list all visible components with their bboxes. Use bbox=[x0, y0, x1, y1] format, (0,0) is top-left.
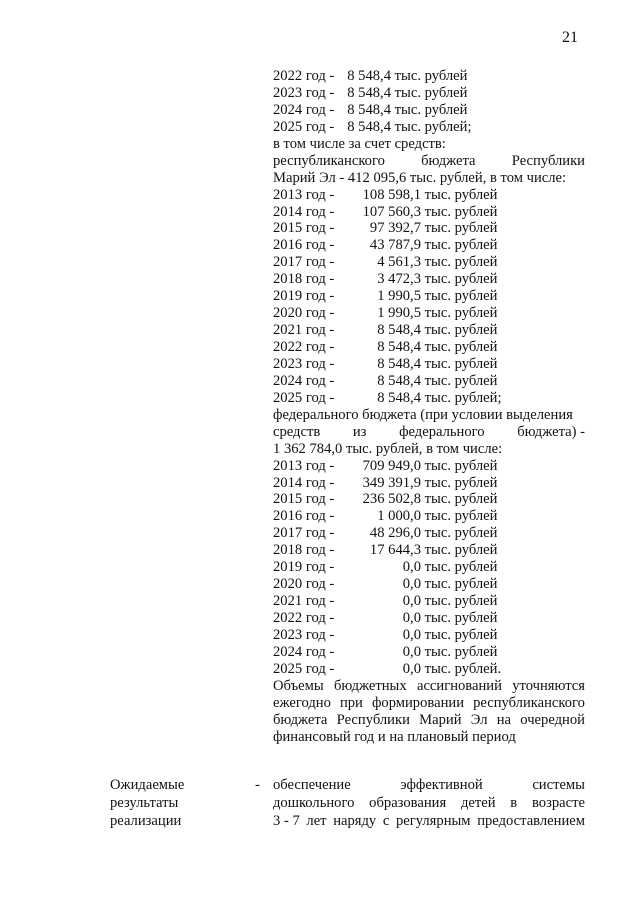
unit-label: тыс. рублей bbox=[394, 84, 468, 101]
label-dash: - bbox=[255, 777, 260, 793]
unit-label: тыс. рублей. bbox=[424, 660, 502, 677]
amount-value: 709 949,0 bbox=[362, 457, 421, 474]
year-label: 2019 год - bbox=[273, 559, 335, 576]
year-label: 2018 год - bbox=[273, 542, 335, 559]
amount-value: 107 560,3 bbox=[362, 203, 421, 220]
amount-value: 48 296,0 bbox=[369, 525, 421, 542]
year-label: 2024 год - bbox=[273, 643, 335, 660]
year-amount-row bbox=[273, 322, 585, 339]
word: Марий bbox=[419, 711, 462, 728]
unit-label: тыс. рублей bbox=[424, 643, 498, 660]
word: регулярным bbox=[395, 813, 471, 829]
year-amount-row bbox=[273, 102, 585, 119]
republic-total-line: Марий Эл - 412 095,6 тыс. рублей, в том числе: bbox=[273, 169, 567, 186]
amount-value: 0,0 bbox=[402, 593, 421, 610]
word: при bbox=[339, 694, 363, 711]
results-line-1 bbox=[273, 776, 585, 794]
funding-text-column bbox=[273, 68, 585, 746]
page-number: 21 bbox=[562, 29, 578, 46]
year-amount-row bbox=[273, 610, 585, 627]
year-amount-row bbox=[273, 237, 585, 254]
year-label: 2025 год - bbox=[273, 389, 335, 406]
year-amount-row bbox=[273, 458, 585, 475]
expected-results-text bbox=[273, 776, 585, 830]
year-amount-row bbox=[273, 627, 585, 644]
word: республиканского bbox=[273, 152, 385, 169]
year-label: 2021 год - bbox=[273, 322, 335, 339]
year-amount-row bbox=[273, 576, 585, 593]
unit-label: тыс. рублей bbox=[424, 220, 498, 237]
word: 3 - 7 bbox=[273, 813, 300, 829]
federal-line-1: федерального бюджета (при условии выделения bbox=[273, 406, 573, 423]
unit-label: тыс. рублей bbox=[424, 339, 498, 355]
unit-label: тыс. рублей bbox=[424, 457, 498, 474]
amount-value: 0,0 bbox=[402, 610, 421, 626]
amount-value: 0,0 bbox=[402, 626, 421, 643]
year-label: 2014 год - bbox=[273, 474, 335, 491]
amount-value: 0,0 bbox=[402, 643, 421, 660]
amount-value: 8 548,4 bbox=[347, 118, 391, 135]
federal-total-line: 1 362 784,0 тыс. рублей, в том числе: bbox=[273, 440, 503, 457]
amount-value: 0,0 bbox=[402, 576, 421, 593]
year-amount-row bbox=[273, 593, 585, 610]
year-label: 2025 год - bbox=[273, 660, 335, 677]
word: республиканского bbox=[473, 694, 585, 711]
republic-budget-line bbox=[273, 153, 585, 170]
unit-label: тыс. рублей bbox=[424, 254, 498, 271]
year-amount-row bbox=[273, 475, 585, 492]
word: лет bbox=[306, 813, 327, 829]
amount-value: 1 000,0 bbox=[377, 508, 421, 525]
amount-value: 3 472,3 bbox=[377, 271, 421, 288]
amount-value: 8 548,4 bbox=[377, 339, 421, 355]
year-label: 2019 год - bbox=[273, 288, 335, 305]
amount-value: 43 787,9 bbox=[369, 237, 421, 254]
unit-label: тыс. рублей bbox=[424, 491, 498, 508]
year-amount-row bbox=[273, 187, 585, 204]
year-amount-row bbox=[273, 542, 585, 559]
unit-label: тыс. рублей; bbox=[394, 118, 472, 135]
word: бюджета) - bbox=[517, 423, 585, 440]
amount-value: 0,0 bbox=[402, 660, 421, 677]
year-amount-row bbox=[273, 373, 585, 390]
label-line: реализации bbox=[110, 813, 182, 829]
year-label: 2024 год - bbox=[273, 101, 335, 118]
year-amount-row bbox=[273, 254, 585, 271]
word: с bbox=[382, 813, 390, 829]
word: ежегодно bbox=[273, 694, 331, 711]
word: уточняются bbox=[512, 677, 585, 694]
year-label: 2016 год - bbox=[273, 508, 335, 525]
year-label: 2023 год - bbox=[273, 626, 335, 643]
word: системы bbox=[532, 777, 585, 793]
label-line: Ожидаемые bbox=[110, 777, 185, 793]
year-amount-row bbox=[273, 644, 585, 661]
word: Объемы bbox=[273, 677, 324, 694]
year-label: 2021 год - bbox=[273, 593, 335, 610]
unit-label: тыс. рублей bbox=[424, 186, 498, 203]
results-line-2 bbox=[273, 794, 585, 812]
republic-budget-rows bbox=[273, 187, 585, 407]
year-label: 2020 год - bbox=[273, 305, 335, 322]
amount-value: 8 548,4 bbox=[377, 322, 421, 339]
year-amount-row bbox=[273, 288, 585, 305]
year-label: 2022 год - bbox=[273, 68, 335, 84]
funding-total-rows bbox=[273, 68, 585, 136]
word: из bbox=[352, 423, 367, 440]
unit-label: тыс. рублей bbox=[424, 372, 498, 389]
label-line: результаты bbox=[110, 795, 179, 811]
unit-label: тыс. рублей bbox=[394, 101, 468, 118]
word: наряду bbox=[333, 813, 377, 829]
year-amount-row bbox=[273, 204, 585, 221]
word: возрасте bbox=[531, 795, 585, 811]
amount-value: 236 502,8 bbox=[362, 491, 421, 508]
year-label: 2017 год - bbox=[273, 254, 335, 271]
year-amount-row bbox=[273, 305, 585, 322]
unit-label: тыс. рублей bbox=[424, 288, 498, 305]
amount-value: 8 548,4 bbox=[377, 355, 421, 372]
year-amount-row bbox=[273, 220, 585, 237]
word: дошкольного bbox=[273, 795, 355, 811]
unit-label: тыс. рублей bbox=[424, 559, 498, 576]
year-label: 2024 год - bbox=[273, 372, 335, 389]
unit-label: тыс. рублей bbox=[394, 68, 468, 84]
year-label: 2025 год - bbox=[273, 118, 335, 135]
expected-results-label bbox=[110, 776, 184, 830]
year-amount-row bbox=[273, 508, 585, 525]
note-line bbox=[273, 678, 585, 695]
year-label: 2023 год - bbox=[273, 355, 335, 372]
amount-value: 4 561,3 bbox=[377, 254, 421, 271]
unit-label: тыс. рублей bbox=[424, 626, 498, 643]
including-line: в том числе за счет средств: bbox=[273, 135, 446, 152]
word: очередной bbox=[520, 711, 585, 728]
unit-label: тыс. рублей bbox=[424, 542, 498, 559]
federal-budget-rows bbox=[273, 458, 585, 678]
word: федерального bbox=[399, 423, 485, 440]
unit-label: тыс. рублей bbox=[424, 525, 498, 542]
unit-label: тыс. рублей bbox=[424, 237, 498, 254]
year-label: 2015 год - bbox=[273, 491, 335, 508]
unit-label: тыс. рублей bbox=[424, 576, 498, 593]
year-amount-row bbox=[273, 85, 585, 102]
unit-label: тыс. рублей bbox=[424, 322, 498, 339]
word: бюджета bbox=[421, 152, 476, 169]
amount-value: 8 548,4 bbox=[347, 84, 391, 101]
word: бюджетных bbox=[333, 677, 407, 694]
year-amount-row bbox=[273, 339, 585, 356]
word: в bbox=[510, 795, 518, 811]
year-label: 2014 год - bbox=[273, 203, 335, 220]
year-amount-row bbox=[273, 356, 585, 373]
year-amount-row bbox=[273, 559, 585, 576]
note-line bbox=[273, 695, 585, 712]
year-amount-row bbox=[273, 491, 585, 508]
word: на bbox=[496, 711, 512, 728]
year-label: 2022 год - bbox=[273, 339, 335, 355]
unit-label: тыс. рублей bbox=[424, 508, 498, 525]
amount-value: 8 548,4 bbox=[377, 372, 421, 389]
word: Республики bbox=[336, 711, 410, 728]
word: Республики bbox=[511, 152, 585, 169]
word: детей bbox=[460, 795, 496, 811]
federal-line-2 bbox=[273, 424, 585, 441]
year-label: 2016 год - bbox=[273, 237, 335, 254]
word: образования bbox=[369, 795, 447, 811]
amount-value: 8 548,4 bbox=[377, 389, 421, 406]
year-label: 2020 год - bbox=[273, 576, 335, 593]
word: предоставлением bbox=[477, 813, 585, 829]
unit-label: тыс. рублей bbox=[424, 355, 498, 372]
year-amount-row bbox=[273, 661, 585, 678]
amount-value: 349 391,9 bbox=[362, 474, 421, 491]
unit-label: тыс. рублей bbox=[424, 593, 498, 610]
word: ассигнований bbox=[416, 677, 502, 694]
year-amount-row bbox=[273, 68, 585, 85]
amount-value: 8 548,4 bbox=[347, 68, 391, 84]
year-label: 2018 год - bbox=[273, 271, 335, 288]
amount-value: 0,0 bbox=[402, 559, 421, 576]
unit-label: тыс. рублей bbox=[424, 305, 498, 322]
year-amount-row bbox=[273, 271, 585, 288]
year-label: 2015 год - bbox=[273, 220, 335, 237]
unit-label: тыс. рублей bbox=[424, 203, 498, 220]
year-amount-row bbox=[273, 119, 585, 136]
amount-value: 1 990,5 bbox=[377, 305, 421, 322]
note-line bbox=[273, 712, 585, 729]
word: Эл bbox=[470, 711, 488, 728]
year-amount-row bbox=[273, 390, 585, 407]
year-label: 2022 год - bbox=[273, 610, 335, 626]
amount-value: 8 548,4 bbox=[347, 101, 391, 118]
year-label: 2013 год - bbox=[273, 457, 335, 474]
year-label: 2013 год - bbox=[273, 186, 335, 203]
word: эффективной bbox=[400, 777, 483, 793]
results-line-3 bbox=[273, 812, 585, 830]
word: обеспечение bbox=[273, 777, 351, 793]
unit-label: тыс. рублей bbox=[424, 610, 498, 626]
unit-label: тыс. рублей; bbox=[424, 389, 502, 406]
year-label: 2017 год - bbox=[273, 525, 335, 542]
amount-value: 97 392,7 bbox=[369, 220, 421, 237]
word: формировании bbox=[371, 694, 465, 711]
year-amount-row bbox=[273, 525, 585, 542]
budget-note-paragraph bbox=[273, 678, 585, 729]
unit-label: тыс. рублей bbox=[424, 474, 498, 491]
unit-label: тыс. рублей bbox=[424, 271, 498, 288]
amount-value: 1 990,5 bbox=[377, 288, 421, 305]
word: бюджета bbox=[273, 711, 328, 728]
word: средств bbox=[273, 423, 321, 440]
budget-note-last-line: финансовый год и на плановый период bbox=[273, 728, 516, 745]
amount-value: 108 598,1 bbox=[362, 186, 421, 203]
year-label: 2023 год - bbox=[273, 84, 335, 101]
amount-value: 17 644,3 bbox=[369, 542, 421, 559]
